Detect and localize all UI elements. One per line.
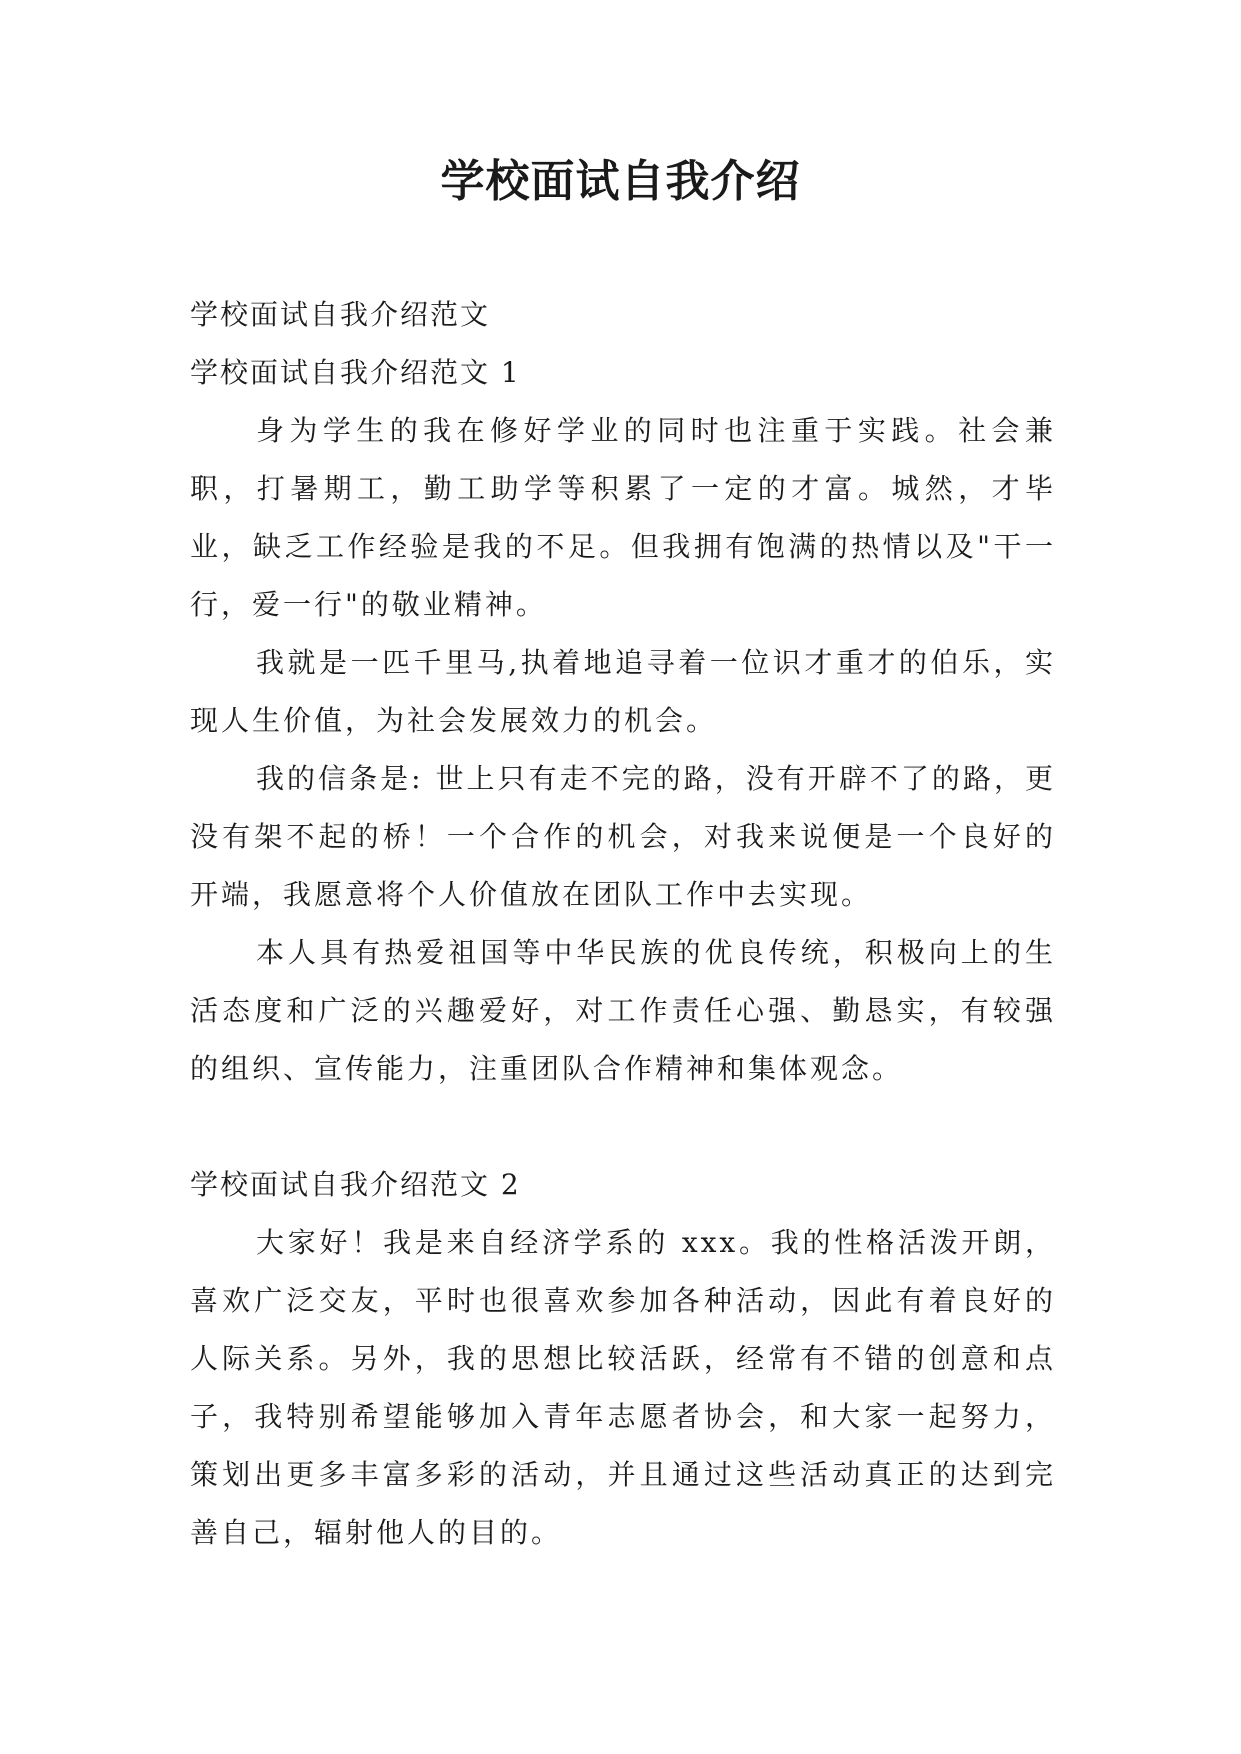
sample-section-1 bbox=[190, 344, 1056, 1098]
section-spacer bbox=[190, 1098, 1056, 1156]
sample-section-2 bbox=[190, 1156, 1056, 1562]
intro-heading: 学校面试自我介绍范文 bbox=[190, 298, 491, 331]
document-body bbox=[190, 286, 1056, 1562]
paragraph: 本人具有热爱祖国等中华民族的优良传统，积极向上的生活态度和广泛的兴趣爱好，对工作责任心强、勤恳实，有较强的组织、宣传能力，注重团队合作精神和集体观念。 bbox=[190, 936, 1056, 1085]
document-title: 学校面试自我介绍 bbox=[440, 156, 801, 207]
paragraph: 身为学生的我在修好学业的同时也注重于实践。社会兼职，打暑期工，勤工助学等积累了一定的才富。城然，才毕业，缺乏工作经验是我的不足。但我拥有饱满的热情以及"干一行，爱一行"的敬业精神。 bbox=[190, 414, 1056, 621]
paragraph: 我的信条是: 世上只有走不完的路，没有开辟不了的路，更没有架不起的桥！一个合作的机会，对我来说便是一个良好的开端，我愿意将个人价值放在团队工作中去实现。 bbox=[190, 762, 1056, 911]
section-heading: 学校面试自我介绍范文 1 bbox=[190, 356, 521, 389]
paragraph: 我就是一匹千里马,执着地追寻着一位识才重才的伯乐，实现人生价值，为社会发展效力的机会。 bbox=[190, 646, 1056, 737]
section-heading: 学校面试自我介绍范文 2 bbox=[190, 1168, 521, 1201]
paragraph: 大家好！我是来自经济学系的 xxx。我的性格活泼开朗，喜欢广泛交友，平时也很喜欢参加各种活动，因此有着良好的人际关系。另外，我的思想比较活跃，经常有不错的创意和点子，我特别希望能够加入青年志愿者协会，和大家一起努力，策划出更多丰富多彩的活动，并且通过这些活动真正的达到完善自己，辐射他人的目的。 bbox=[190, 1226, 1056, 1549]
